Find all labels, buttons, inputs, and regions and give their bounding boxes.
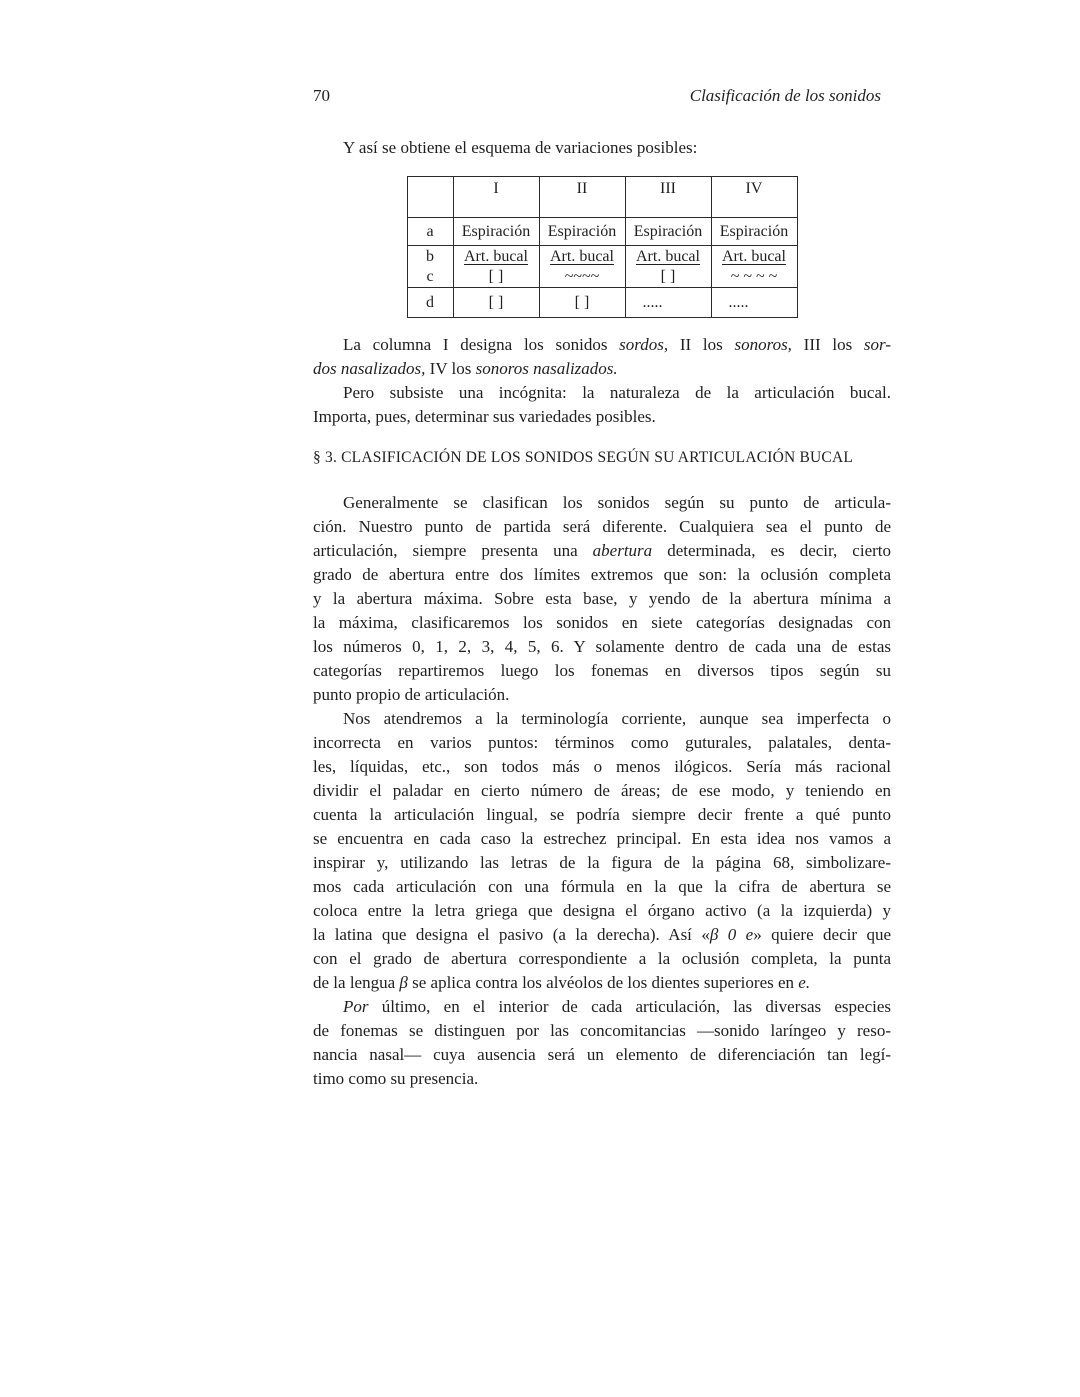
table-column-header: III [625,177,711,218]
table-cell-text: ..... [728,293,749,311]
text-line [313,995,891,1019]
table-cell [625,246,711,268]
table-column-header: IV [711,177,797,218]
text-segment: Pero subsiste una incógnita: la naturaleza de la articulación bucal. [343,383,891,402]
table-cell-text: ~ ~ ~ ~ [730,268,778,285]
table-cell-text: Art. bucal [550,247,614,265]
text-segment: sor- [863,335,891,354]
text-line [313,381,891,405]
text-segment: la latina que designa el pasivo (a la derecha). Así « [313,925,710,944]
text-segment: se aplica contra los alvéolos de los dientes superiores en [407,973,799,992]
text-line [313,899,891,923]
table-cell-text: [ ] [574,293,590,311]
paragraph [313,381,891,429]
table-cell [711,288,797,318]
table-row-label: a [407,218,453,246]
post-heading-paragraphs [313,491,891,1091]
text-line [313,779,891,803]
table-cell-text: Espiración [633,222,703,240]
text-segment: dividir el paladar en cierto número de áreas; de ese modo, y teniendo en [313,781,891,800]
table-cell [711,218,797,246]
table-cell-text: [ ] [488,293,504,311]
text-segment: Importa, pues, determinar sus variedades posibles. [313,407,656,426]
text-segment: » quiere decir que [753,925,891,944]
text-line [313,731,891,755]
table-corner-cell [407,177,453,218]
text-line [313,1019,891,1043]
text-segment: de fonemas se distinguen por las concomitancias —sonido laríngeo y reso- [313,1021,891,1040]
text-segment: sordos, [619,335,669,354]
table-cell [539,288,625,318]
text-segment: dos nasalizados, [313,359,426,378]
table-cell-text: Art. bucal [636,247,700,265]
text-segment: Nos atendremos a la terminología corriente, aunque sea imperfecta o [343,709,891,728]
table-cell [625,267,711,288]
table-cell [711,267,797,288]
text-segment: Y así se obtiene el esquema de variaciones posibles: [343,138,698,157]
text-line [313,755,891,779]
text-segment: II los [668,335,735,354]
text-segment: de la lengua [313,973,400,992]
text-segment: e. [798,973,811,992]
table-cell-text: ..... [642,293,663,311]
text-segment: determinada, es decir, cierto [652,541,891,560]
text-segment: abertura [592,541,653,560]
table-cell [539,246,625,268]
text-line [313,333,891,357]
page-number: 70 [313,86,330,105]
text-segment: les, líquidas, etc., son todos más o menos ilógicos. Sería más racional [313,757,891,776]
table-cell [453,267,539,288]
paragraph [313,491,891,707]
text-line [313,683,891,707]
table-cell-text: Espiración [461,222,531,240]
text-segment: mos cada articulación con una fórmula en la que la cifra de abertura se [313,877,891,896]
text-segment: β [399,973,408,992]
text-segment: se encuentra en cada caso la estrechez principal. En esta idea nos vamos a [313,829,891,848]
text-line [313,827,891,851]
text-segment: Generalmente se clasifican los sonidos según su punto de articula- [343,493,891,512]
text-line [313,659,891,683]
text-segment: sonoros nasalizados. [475,359,618,378]
paragraph [313,136,891,160]
text-segment: timo como su presencia. [313,1069,479,1088]
paragraph [313,707,891,995]
text-segment: último, en el interior de cada articulación, las diversas especies [368,997,891,1016]
text-segment: IV los [425,359,476,378]
text-segment: con el grado de abertura correspondiente a la oclusión completa, la punta [313,949,891,968]
table-column-header: I [453,177,539,218]
table-cell-text: Espiración [547,222,617,240]
text-segment: Por [343,997,369,1016]
text-segment: grado de abertura entre dos límites extremos que son: la oclusión completa [313,565,891,584]
intro-paragraph-container [313,136,891,160]
table-row [407,218,797,246]
text-line [313,947,891,971]
table-row [407,267,797,288]
text-line [313,515,891,539]
running-header [313,84,891,108]
text-segment: la máxima, clasificaremos los sonidos en siete categorías designadas con [313,613,891,632]
pre-heading-paragraphs [313,333,891,429]
text-segment: nancia nasal— cuya ausencia será un elemento de diferenciación tan legí- [313,1045,891,1064]
text-segment: los números 0, 1, 2, 3, 4, 5, 6. Y solamente dentro de cada una de estas [313,637,891,656]
text-line [313,635,891,659]
text-line [313,136,891,160]
text-segment: ción. Nuestro punto de partida será diferente. Cualquiera sea el punto de [313,517,891,536]
text-segment: articulación, siempre presenta una [313,541,593,560]
table-cell [539,218,625,246]
table-row [407,246,797,268]
running-title: Clasificación de los sonidos [689,86,881,105]
table-cell [711,246,797,268]
paragraph [313,995,891,1091]
text-segment: categorías repartiremos luego los fonemas en diversos tipos según su [313,661,891,680]
table-cell-text: [ ] [660,268,676,285]
text-line [313,611,891,635]
text-line [313,587,891,611]
text-line [313,803,891,827]
paragraph [313,333,891,381]
text-line [313,539,891,563]
table-cell [453,246,539,268]
text-segment: La columna I designa los sonidos [343,335,620,354]
table-column-header: II [539,177,625,218]
text-segment: sonoros, [734,335,792,354]
text-line [313,491,891,515]
text-line [313,707,891,731]
table-cell [625,288,711,318]
table-cell-text: ~~~~ [564,268,600,285]
text-segment: incorrecta en varios puntos: términos como guturales, palatales, denta- [313,733,891,752]
table-row-label: b [407,246,453,268]
table-cell-text: Art. bucal [722,247,786,265]
table-cell [453,288,539,318]
text-column [313,84,891,1091]
table-row-label: c [407,267,453,288]
text-segment: coloca entre la letra griega que designa el órgano activo (a la izquierda) y [313,901,891,920]
text-line [313,875,891,899]
section-heading: § 3. CLASIFICACIÓN DE LOS SONIDOS SEGÚN SU ARTICULACIÓN BUCAL [313,449,854,466]
text-line [313,923,891,947]
text-segment: inspirar y, utilizando las letras de la figura de la página 68, simbolizare- [313,853,891,872]
table-cell-text: [ ] [488,268,504,285]
table-row [407,288,797,318]
text-segment: β 0 e [709,925,754,944]
text-segment: III los [791,335,864,354]
text-segment: punto propio de articulación. [313,685,510,704]
text-line [313,357,891,381]
text-segment: cuenta la articulación lingual, se podría siempre decir frente a qué punto [313,805,891,824]
table-cell-text: Espiración [719,222,789,240]
table-header-row [407,177,797,218]
text-line [313,851,891,875]
table-cell [453,218,539,246]
text-line [313,1043,891,1067]
table-cell-text: Art. bucal [464,247,528,265]
table-cell [539,267,625,288]
table-row-label: d [407,288,453,318]
variations-table [407,176,798,318]
text-line [313,563,891,587]
text-segment: y la abertura máxima. Sobre esta base, y yendo de la abertura mínima a [313,589,891,608]
text-line [313,405,891,429]
text-line [313,1067,891,1091]
text-line [313,971,891,995]
table-cell [625,218,711,246]
